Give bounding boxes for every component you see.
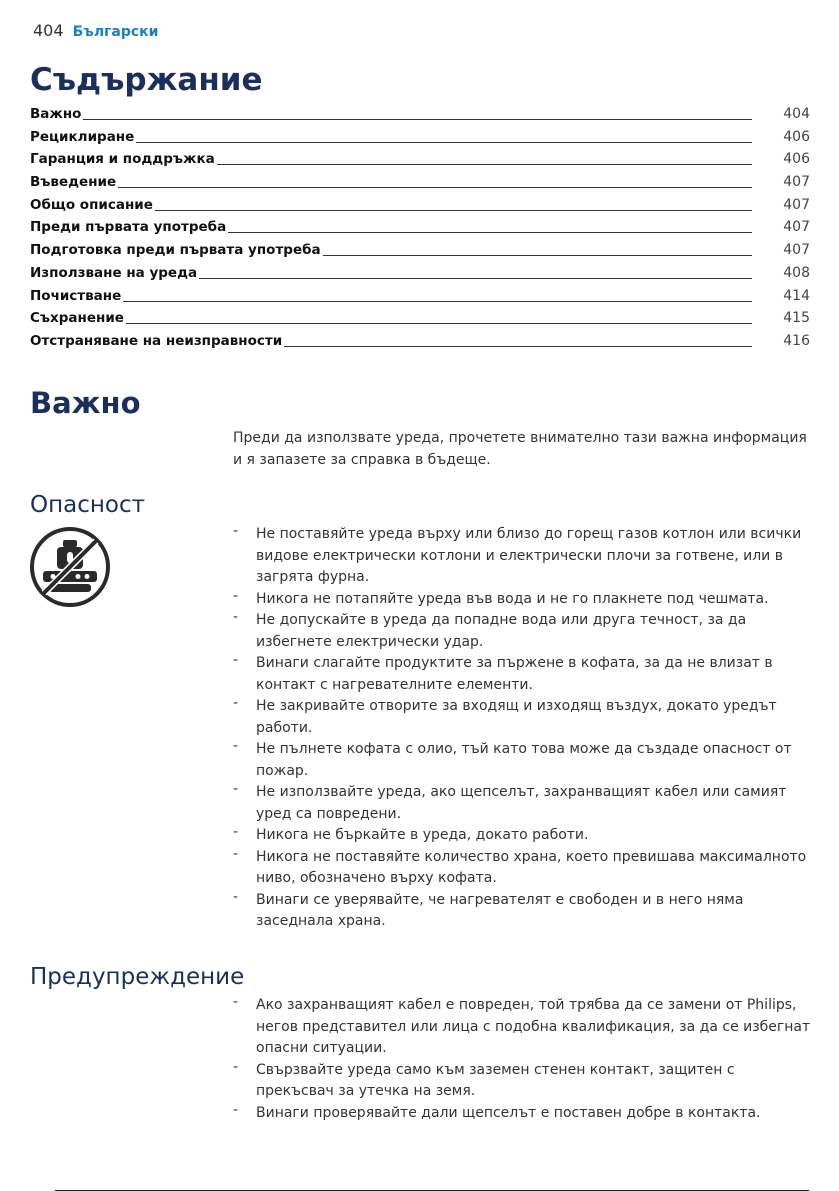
toc-leader-line (30, 301, 752, 302)
toc-entry[interactable] (30, 195, 810, 218)
toc-entry-label: Важно (30, 106, 82, 122)
toc-leader-line (30, 119, 752, 120)
toc-entry[interactable] (30, 263, 810, 286)
danger-item: - Не поставяйте уреда върху или близо до горещ газов котлон или всички видове електрически котлони и електрически плочи за готвене, или в загрята фурна. (233, 524, 813, 589)
danger-heading: Опасност (30, 492, 146, 518)
toc-entry-label: Отстраняване на неизправности (30, 332, 283, 349)
toc-entry-page: 414 (783, 287, 810, 304)
danger-item: - Не пълнете кофата с олио, тъй като това може да създаде опасност от пожар. (233, 739, 813, 782)
danger-item: - Не закривайте отворите за входящ и изходящ въздух, докато уредът работи. (233, 696, 813, 739)
important-intro: Преди да използвате уреда, прочетете внимателно тази важна информация и я запазете за справка в бъдеще. (233, 430, 807, 468)
warning-heading: Предупреждение (30, 964, 245, 990)
toc-entry-page: 407 (783, 196, 810, 213)
toc-entry[interactable] (30, 104, 810, 127)
warning-item: - Винаги проверявайте дали щепселът е поставен добре в контакта. (233, 1103, 813, 1125)
page-number: 404 (33, 21, 64, 40)
toc-entry-page: 407 (783, 174, 810, 191)
toc-entry[interactable] (30, 217, 810, 240)
toc-entry-page: 404 (783, 106, 810, 122)
toc-entry-label: Преди първата употреба (30, 219, 227, 236)
warning-list (233, 995, 813, 1124)
danger-item: - Винаги слагайте продуктите за пържене в кофата, за да не влизат в контакт с нагревателните елементи. (233, 653, 813, 696)
no-stovetop-icon (29, 526, 111, 608)
toc-entry-label: Подготовка преди първата употреба (30, 242, 321, 259)
toc-entry[interactable] (30, 308, 810, 331)
toc-entry[interactable] (30, 149, 810, 172)
toc-entry[interactable] (30, 331, 810, 354)
toc-entry-page: 406 (783, 128, 810, 145)
danger-item: - Никога не бъркайте в уреда, докато работи. (233, 825, 813, 847)
toc-entry-page: 415 (783, 310, 810, 327)
toc-entry-label: Общо описание (30, 196, 153, 213)
toc-leader-line (30, 142, 752, 143)
page-header (33, 21, 158, 40)
important-heading: Важно (30, 386, 141, 420)
warning-item: - Ако захранващият кабел е повреден, той трябва да се замени от Philips, негов представител или лица с подобна квалификация, за да се избегнат опасни ситуации. (233, 995, 813, 1060)
danger-list (233, 524, 813, 933)
toc-entry-label: Почистване (30, 287, 122, 304)
toc-title: Съдържание (30, 62, 263, 98)
toc-entry-label: Въведение (30, 174, 117, 191)
warning-item: - Свързвайте уреда само към заземен стенен контакт, защитен с прекъсвач за утечка на земя. (233, 1060, 813, 1103)
danger-item: - Никога не поставяйте количество храна, което превишава максималното ниво, обозначено върху кофата. (233, 847, 813, 890)
language-label: Български (72, 24, 159, 40)
table-of-contents (30, 104, 810, 354)
toc-entry[interactable] (30, 127, 810, 150)
toc-leader-line (30, 323, 752, 324)
toc-entry-page: 407 (783, 219, 810, 236)
toc-entry-page: 408 (783, 264, 810, 281)
toc-entry-page: 416 (783, 332, 810, 349)
toc-entry[interactable] (30, 240, 810, 263)
toc-entry-page: 406 (783, 151, 810, 168)
danger-item: - Не допускайте в уреда да попадне вода или друга течност, за да избегнете електрически удар. (233, 610, 813, 653)
toc-entry-label: Гаранция и поддръжка (30, 151, 215, 168)
toc-entry[interactable] (30, 172, 810, 195)
danger-item: - Винаги се уверявайте, че нагревателят е свободен и в него няма заседнала храна. (233, 890, 813, 933)
toc-entry-label: Съхранение (30, 310, 124, 327)
toc-entry-label: Използване на уреда (30, 264, 198, 281)
toc-entry-label: Рециклиране (30, 128, 135, 145)
danger-item: - Никога не потапяйте уреда във вода и не го плакнете под чешмата. (233, 589, 813, 611)
toc-entry[interactable] (30, 286, 810, 309)
danger-item: - Не използвайте уреда, ако щепселът, захранващият кабел или самият уред са повредени. (233, 782, 813, 825)
toc-leader-line (30, 187, 752, 188)
toc-entry-page: 407 (783, 242, 810, 259)
